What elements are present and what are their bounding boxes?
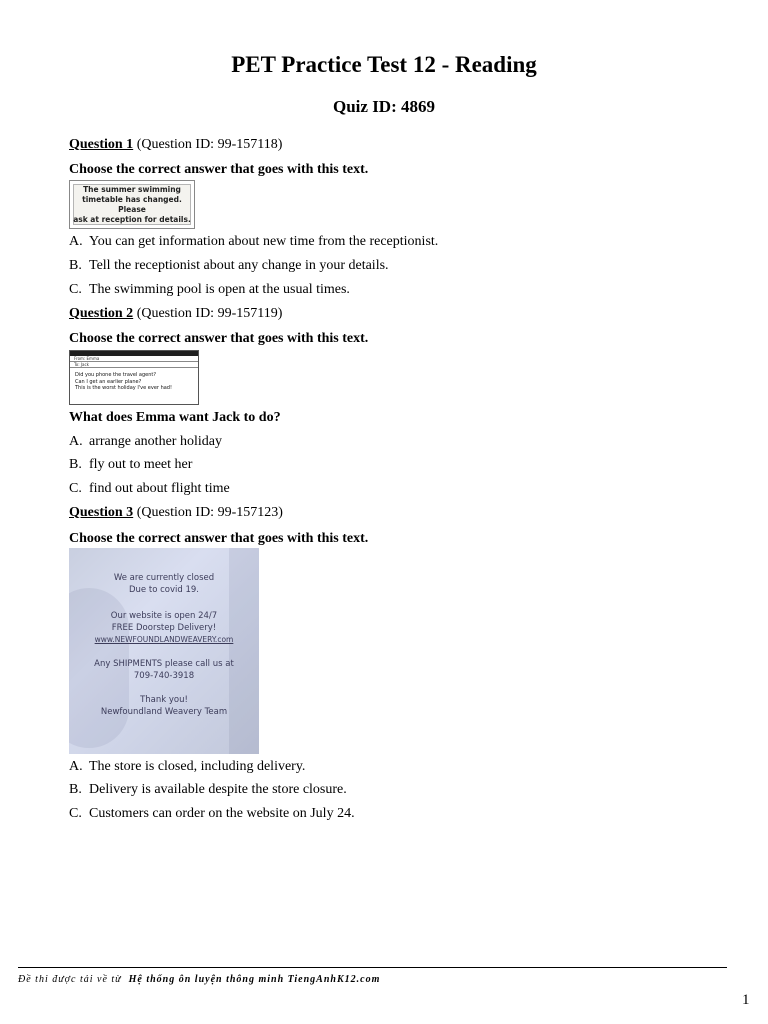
notice-text-line: Newfoundland Weavery Team [100,707,228,717]
sign-text-line: The summer swimming [83,184,181,194]
option-letter: A. [69,759,83,774]
question-1-header [69,136,282,154]
question-3-option-c[interactable] [69,805,355,823]
email-header-from: From: Emma [70,356,198,362]
option-text: fly out to meet her [89,457,193,472]
question-1-label: Question 1 [69,137,134,152]
option-letter: C. [69,806,82,821]
question-3-instruction: Choose the correct answer that goes with this text. [69,531,369,546]
question-2-instruction: Choose the correct answer that goes with this text. [69,331,369,346]
option-letter: B. [69,457,82,472]
option-text: Customers can order on the website on July 24. [89,806,355,821]
option-letter: B. [69,782,82,797]
footer-text [18,974,380,985]
notice-phone: 709-740-3918 [133,671,195,681]
question-1-option-a[interactable] [69,233,438,251]
email-text-line: This is the worst holiday I've ever had! [75,385,172,391]
footer-source-link[interactable]: Hệ thống ôn luyện thông minh TiengAnhK12.com [128,974,381,985]
question-2-email-image [69,350,199,405]
question-1-option-b[interactable] [69,257,389,275]
quiz-id: Quiz ID: 4869 [333,97,435,116]
question-2-option-b[interactable] [69,456,192,474]
question-2-header [69,305,282,323]
question-3-label: Question 3 [69,505,134,520]
question-2-option-a[interactable] [69,433,222,451]
option-text: The store is closed, including delivery. [89,759,306,774]
option-text: The swimming pool is open at the usual times. [89,282,350,297]
question-1-sign-image [69,180,195,229]
question-3-id: (Question ID: 99-157123) [136,505,283,520]
sign-text-line: timetable has changed. Please [82,194,182,214]
question-2-option-c[interactable] [69,480,230,498]
notice-text-line: We are currently closed [113,573,215,583]
option-letter: A. [69,434,83,449]
option-letter: A. [69,234,83,249]
option-text: Tell the receptionist about any change in your details. [89,258,389,273]
option-letter: C. [69,282,82,297]
footer-prefix: Đề thi được tải về từ [18,974,122,985]
notice-website-link: www.NEWFOUNDLANDWEAVERY.com [94,635,234,644]
question-2-label: Question 2 [69,306,134,321]
question-3-option-a[interactable] [69,758,305,776]
question-3-option-b[interactable] [69,781,347,799]
option-letter: C. [69,481,82,496]
page-number: 1 [742,992,750,1008]
email-text-line: Did you phone the travel agent? [75,372,157,378]
question-3-header [69,504,283,522]
option-text: find out about flight time [89,481,230,496]
footer-divider [18,967,727,968]
notice-text-line: Any SHIPMENTS please call us at [94,659,234,669]
question-2-id: (Question ID: 99-157119) [136,306,283,321]
option-text: arrange another holiday [89,434,222,449]
page-title: PET Practice Test 12 - Reading [231,52,537,77]
question-1-option-c[interactable] [69,281,350,299]
option-text: Delivery is available despite the store closure. [89,782,347,797]
sign-text-line: ask at reception for details. [73,214,191,224]
email-text-line: Can I get an earlier plane? [75,378,142,385]
email-header-to: To: Jack [70,362,198,368]
question-2-prompt: What does Emma want Jack to do? [69,410,281,425]
notice-text-line: FREE Doorstep Delivery! [111,623,217,633]
notice-text-line: Our website is open 24/7 [110,611,218,621]
notice-text-line: Thank you! [140,695,188,705]
email-body [70,368,198,392]
question-3-notice-image [69,548,259,754]
question-1-instruction: Choose the correct answer that goes with this text. [69,162,369,177]
question-1-id: (Question ID: 99-157118) [136,137,283,152]
option-text: You can get information about new time from the receptionist. [89,234,439,249]
notice-text-line: Due to covid 19. [129,585,199,595]
option-letter: B. [69,258,82,273]
